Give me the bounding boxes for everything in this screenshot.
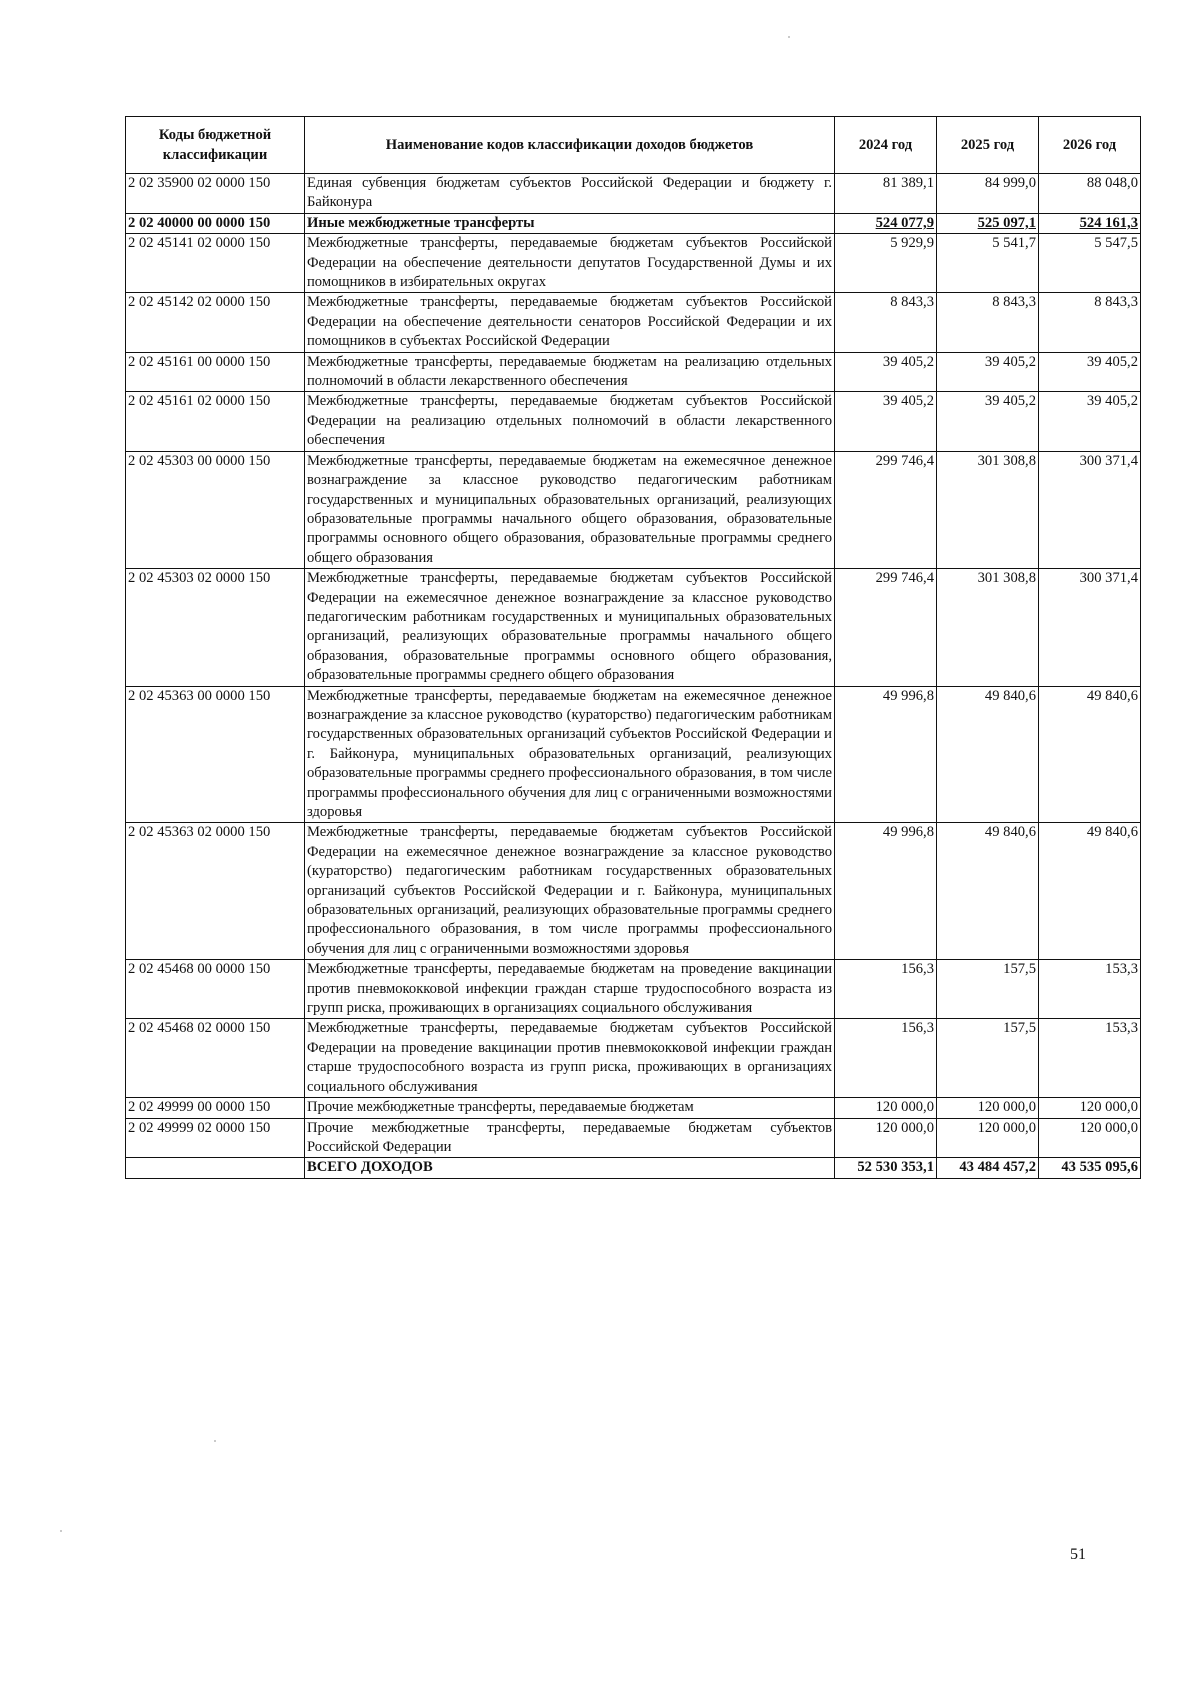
row-value-2026: 153,3 (1039, 1019, 1141, 1098)
table-row (126, 823, 1141, 960)
row-code: 2 02 45161 02 0000 150 (126, 392, 305, 451)
row-value-2026: 120 000,0 (1039, 1118, 1141, 1158)
total-2024: 52 530 353,1 (835, 1158, 937, 1178)
row-name: Межбюджетные трансферты, передаваемые бюджетам на проведение вакцинации против пневмококковой инфекции граждан старше трудоспособного возраста из групп риска, проживающих в организациях социального обслуживания (305, 960, 835, 1019)
row-code: 2 02 45363 00 0000 150 (126, 686, 305, 823)
row-code: 2 02 45363 02 0000 150 (126, 823, 305, 960)
table-row (126, 213, 1141, 233)
table-row (126, 293, 1141, 352)
row-code: 2 02 40000 00 0000 150 (126, 213, 305, 233)
table-row (126, 569, 1141, 686)
row-name: Межбюджетные трансферты, передаваемые бюджетам субъектов Российской Федерации на обеспечение деятельности депутатов Государственной Думы и их помощников в избирательных округах (305, 234, 835, 293)
row-name: Межбюджетные трансферты, передаваемые бюджетам на ежемесячное денежное вознаграждение за классное руководство педагогическим работникам государственных и муниципальных образовательных организаций, реализующих образовательные программы начального общего образования, образовательные программы основного общего образования, образовательные программы среднего общего образования (305, 451, 835, 568)
scan-speck (214, 1440, 216, 1442)
table-row (126, 686, 1141, 823)
row-name: Межбюджетные трансферты, передаваемые бюджетам на ежемесячное денежное вознаграждение за классное руководство (кураторство) педагогическим работникам государственных образовательных организаций субъектов Российской Федерации и г. Байконура, муниципальных образовательных организаций, реализующих образовательные программы среднего профессионального образования, в том числе программы профессионального обучения для лиц с ограниченными возможностями здоровья (305, 686, 835, 823)
row-code: 2 02 45161 00 0000 150 (126, 352, 305, 392)
table-row (126, 1019, 1141, 1098)
header-year-2024: 2024 год (835, 117, 937, 174)
row-code: 2 02 45142 02 0000 150 (126, 293, 305, 352)
row-value-2025: 39 405,2 (937, 392, 1039, 451)
row-value-2024: 81 389,1 (835, 174, 937, 214)
row-value-2026: 39 405,2 (1039, 352, 1141, 392)
row-code: 2 02 45303 00 0000 150 (126, 451, 305, 568)
table-row (126, 960, 1141, 1019)
scan-speck (60, 1530, 62, 1532)
row-value-2025: 301 308,8 (937, 451, 1039, 568)
header-name: Наименование кодов классификации доходов бюджетов (305, 117, 835, 174)
table-body (126, 174, 1141, 1158)
row-value-2024: 524 077,9 (835, 213, 937, 233)
row-value-2024: 156,3 (835, 1019, 937, 1098)
row-code: 2 02 45141 02 0000 150 (126, 234, 305, 293)
row-value-2024: 120 000,0 (835, 1098, 937, 1118)
row-value-2026: 300 371,4 (1039, 451, 1141, 568)
row-value-2025: 525 097,1 (937, 213, 1039, 233)
row-code: 2 02 45303 02 0000 150 (126, 569, 305, 686)
row-value-2025: 5 541,7 (937, 234, 1039, 293)
row-value-2025: 301 308,8 (937, 569, 1039, 686)
row-name: Прочие межбюджетные трансферты, передаваемые бюджетам субъектов Российской Федерации (305, 1118, 835, 1158)
row-name: Межбюджетные трансферты, передаваемые бюджетам субъектов Российской Федерации на обеспечение деятельности сенаторов Российской Федерации и их помощников в субъектах Российской Федерации (305, 293, 835, 352)
row-value-2025: 8 843,3 (937, 293, 1039, 352)
page-number: 51 (1070, 1546, 1086, 1563)
header-year-2026: 2026 год (1039, 117, 1141, 174)
table-row (126, 234, 1141, 293)
total-code (126, 1158, 305, 1178)
scan-speck (788, 36, 790, 38)
row-value-2025: 49 840,6 (937, 823, 1039, 960)
total-2026: 43 535 095,6 (1039, 1158, 1141, 1178)
row-value-2024: 299 746,4 (835, 451, 937, 568)
header-year-2025: 2025 год (937, 117, 1039, 174)
table-header-row (126, 117, 1141, 174)
row-value-2026: 49 840,6 (1039, 823, 1141, 960)
row-name: Прочие межбюджетные трансферты, передаваемые бюджетам (305, 1098, 835, 1118)
table-row (126, 352, 1141, 392)
row-value-2026: 120 000,0 (1039, 1098, 1141, 1118)
row-value-2025: 39 405,2 (937, 352, 1039, 392)
total-row (126, 1158, 1141, 1178)
table-row (126, 451, 1141, 568)
row-value-2024: 49 996,8 (835, 686, 937, 823)
row-value-2026: 49 840,6 (1039, 686, 1141, 823)
row-name: Межбюджетные трансферты, передаваемые бюджетам субъектов Российской Федерации на ежемесячное денежное вознаграждение за классное руководство педагогическим работникам государственных и муниципальных образовательных организаций, реализующих образовательные программы начального общего образования, образовательные программы основного общего образования, образовательные программы среднего общего образования (305, 569, 835, 686)
row-value-2026: 300 371,4 (1039, 569, 1141, 686)
row-name: Межбюджетные трансферты, передаваемые бюджетам на реализацию отдельных полномочий в области лекарственного обеспечения (305, 352, 835, 392)
row-code: 2 02 45468 00 0000 150 (126, 960, 305, 1019)
row-name: Межбюджетные трансферты, передаваемые бюджетам субъектов Российской Федерации на проведение вакцинации против пневмококковой инфекции граждан старше трудоспособного возраста из групп риска, проживающих в организациях социального обслуживания (305, 1019, 835, 1098)
row-value-2024: 120 000,0 (835, 1118, 937, 1158)
row-value-2025: 84 999,0 (937, 174, 1039, 214)
row-value-2024: 8 843,3 (835, 293, 937, 352)
table-row (126, 174, 1141, 214)
row-value-2025: 120 000,0 (937, 1098, 1039, 1118)
table-row (126, 1098, 1141, 1118)
row-value-2025: 157,5 (937, 960, 1039, 1019)
row-code: 2 02 49999 00 0000 150 (126, 1098, 305, 1118)
row-value-2026: 88 048,0 (1039, 174, 1141, 214)
row-value-2024: 5 929,9 (835, 234, 937, 293)
row-value-2024: 39 405,2 (835, 352, 937, 392)
budget-revenue-table (125, 116, 1141, 1179)
row-value-2025: 157,5 (937, 1019, 1039, 1098)
row-code: 2 02 35900 02 0000 150 (126, 174, 305, 214)
row-value-2026: 524 161,3 (1039, 213, 1141, 233)
row-name: Единая субвенция бюджетам субъектов Российской Федерации и бюджету г. Байконура (305, 174, 835, 214)
table-row (126, 1118, 1141, 1158)
row-value-2026: 39 405,2 (1039, 392, 1141, 451)
row-value-2026: 8 843,3 (1039, 293, 1141, 352)
row-value-2024: 299 746,4 (835, 569, 937, 686)
table-row (126, 392, 1141, 451)
total-2025: 43 484 457,2 (937, 1158, 1039, 1178)
row-value-2025: 120 000,0 (937, 1118, 1039, 1158)
row-value-2026: 153,3 (1039, 960, 1141, 1019)
row-value-2024: 156,3 (835, 960, 937, 1019)
row-name: Межбюджетные трансферты, передаваемые бюджетам субъектов Российской Федерации на ежемесячное денежное вознаграждение за классное руководство (кураторство) педагогическим работникам государственных образовательных организаций субъектов Российской Федерации и г. Байконура, муниципальных образовательных организаций, реализующих образовательные программы среднего профессионального образования, в том числе программы профессионального обучения для лиц с ограниченными возможностями здоровья (305, 823, 835, 960)
row-code: 2 02 45468 02 0000 150 (126, 1019, 305, 1098)
row-value-2025: 49 840,6 (937, 686, 1039, 823)
header-code: Коды бюджетной классификации (126, 117, 305, 174)
total-label: ВСЕГО ДОХОДОВ (305, 1158, 835, 1178)
row-name: Межбюджетные трансферты, передаваемые бюджетам субъектов Российской Федерации на реализацию отдельных полномочий в области лекарственного обеспечения (305, 392, 835, 451)
row-value-2024: 49 996,8 (835, 823, 937, 960)
row-name: Иные межбюджетные трансферты (305, 213, 835, 233)
row-value-2026: 5 547,5 (1039, 234, 1141, 293)
row-value-2024: 39 405,2 (835, 392, 937, 451)
row-code: 2 02 49999 02 0000 150 (126, 1118, 305, 1158)
